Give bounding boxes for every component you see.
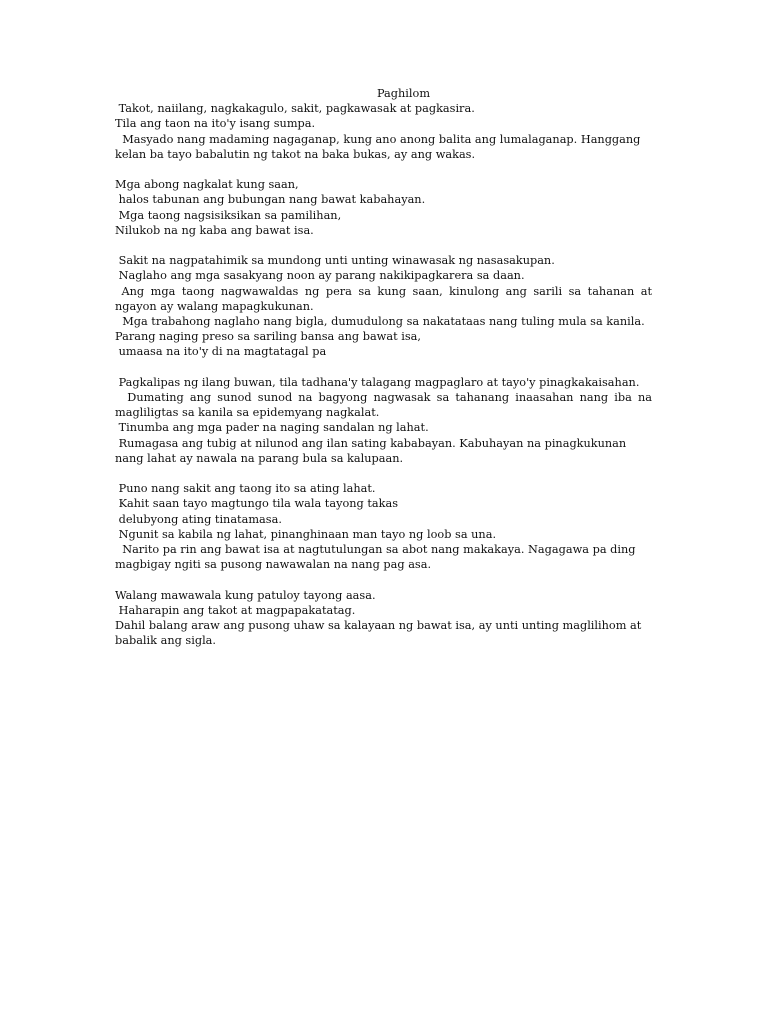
poem-line: umaasa na ito'y di na magtatagal pa: [115, 345, 327, 359]
poem-line: Mga abong nagkalat kung saan,: [115, 178, 299, 192]
stanza-5: [115, 481, 652, 572]
poem-line: Pagkalipas ng ilang buwan, tila tadhana'y talagang magpaglaro at tayo'y pinagkakaisahan.: [115, 375, 640, 389]
poem-line: Masyado nang madaming nagaganap, kung ano anong balita ang lumalaganap. Hanggang kelan ba tayo babalutin ng takot na baka bukas, ay ang wakas.: [115, 132, 645, 161]
poem-line: Ngunit sa kabila ng lahat, pinanghinaan man tayo ng loob sa una.: [115, 527, 497, 541]
poem-line: Dahil balang araw ang pusong uhaw sa kalayaan ng bawat isa, ay unti unting maglilihom at babalik ang sigla.: [115, 619, 645, 648]
poem-line: Nilukob na ng kaba ang bawat isa.: [115, 223, 314, 237]
stanza-3: [115, 253, 656, 359]
stanza-6: [115, 588, 652, 649]
poem-line: Tinumba ang mga pader na naging sandalan ng lahat.: [115, 421, 429, 435]
poem-line: Puno nang sakit ang taong ito sa ating lahat.: [115, 482, 376, 496]
poem-line: Naglaho ang mga sasakyang noon ay parang nakikipagkarera sa daan.: [115, 269, 525, 283]
poem-line: Tila ang taon na ito'y isang sumpa.: [115, 117, 316, 131]
poem-line: Kahit saan tayo magtungo tila wala tayong takas: [115, 497, 399, 511]
poem-line: Walang mawawala kung patuloy tayong aasa.: [115, 588, 376, 602]
poem-line: Sakit na nagpatahimik sa mundong unti unting winawasak ng nasasakupan.: [115, 254, 555, 268]
poem-line: Haharapin ang takot at magpapakatatag.: [115, 603, 356, 617]
poem-line: Ang mga taong nagwawaldas ng pera sa kung saan, kinulong ang sarili sa tahanan at ngayon ay walang mapagkukunan.: [115, 284, 656, 313]
poem-line: Parang naging preso sa sariling bansa ang bawat isa,: [115, 330, 421, 344]
poem-line: Mga taong nagsisiksikan sa pamilihan,: [115, 208, 342, 222]
stanza-2: [115, 177, 652, 238]
page-title: Paghilom: [376, 87, 431, 100]
poem-line: delubyong ating tinatamasa.: [115, 512, 282, 526]
poem-line: Narito pa rin ang bawat isa at nagtutulungan sa abot nang makakaya. Nagagawa pa ding magbigay ngiti sa pusong nawawalan na nang pag asa.: [115, 543, 640, 572]
poem-line: Mga trabahong naglaho nang bigla, dumudulong sa nakatataas nang tuling mula sa kanila.: [115, 315, 645, 329]
poem-line: Dumating ang sunod sunod na bagyong nagwasak sa tahanang inaasahan nang iba na magliligtas sa kanila sa epidemyang nagkalat.: [115, 391, 656, 420]
stanza-1: [115, 101, 652, 162]
document-page: [115, 86, 656, 664]
stanza-4: [115, 375, 656, 466]
poem-line: Rumagasa ang tubig at nilunod ang ilan sating kababayan. Kabuhayan na pinagkukunan nang lahat ay nawala na parang bula sa kalupaan.: [115, 436, 630, 465]
poem-line: Takot, naiilang, nagkakagulo, sakit, pagkawasak at pagkasira.: [115, 102, 475, 116]
poem-line: halos tabunan ang bubungan nang bawat kabahayan.: [115, 193, 426, 207]
